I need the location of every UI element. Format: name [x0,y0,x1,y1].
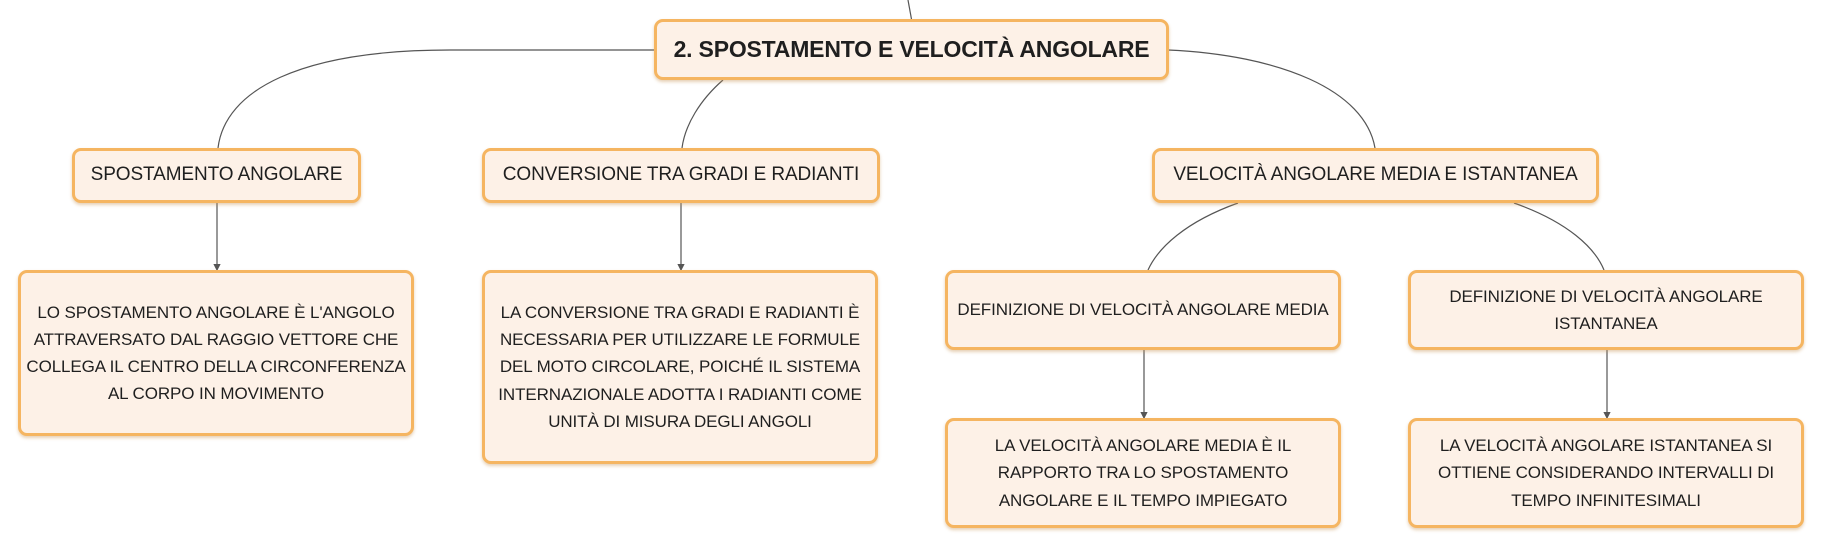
root-label: 2. SPOSTAMENTO E VELOCITÀ ANGOLARE [673,36,1150,63]
description-text: LA VELOCITÀ ANGOLARE MEDIA È IL RAPPORTO TRA LO SPOSTAMENTO ANGOLARE E IL TEMPO IMPIEGATO [994,436,1292,510]
description-text: LA VELOCITÀ ANGOLARE ISTANTANEA SI OTTIENE CONSIDERANDO INTERVALLI DI TEMPO INFINITESIMALI [1437,436,1775,510]
connector-velocita-to-media [1148,203,1238,270]
description-velocita-media[interactable] [945,418,1341,528]
topic-label: CONVERSIONE TRA GRADI E RADIANTI [502,164,860,186]
subtopic-velocita-istantanea[interactable] [1408,270,1804,350]
description-text: LO SPOSTAMENTO ANGOLARE È L'ANGOLO ATTRAVERSATO DAL RAGGIO VETTORE CHE COLLEGA IL CENTRO DELLA CIRCONFERENZA AL CORPO IN MOVIMENTO [26,302,406,404]
description-conversione[interactable] [482,270,878,464]
topic-velocita-angolare[interactable] [1152,148,1599,203]
connector-root-to-spostamento [218,50,656,148]
root-node[interactable] [654,19,1169,80]
description-text: LA CONVERSIONE TRA GRADI E RADIANTI È NECESSARIA PER UTILIZZARE LE FORMULE DEL MOTO CIRCOLARE, POICHÉ IL SISTEMA INTERNAZIONALE ADOTTA I RADIANTI COME UNITÀ DI MISURA DEGLI ANGOLI [498,303,862,431]
subtopic-velocita-media[interactable] [945,270,1341,350]
subtopic-label: DEFINIZIONE DI VELOCITÀ ANGOLARE MEDIA [957,300,1329,320]
topic-conversione-gradi-radianti[interactable] [482,148,880,203]
topic-label: VELOCITÀ ANGOLARE MEDIA E ISTANTANEA [1173,164,1578,186]
connector-velocita-to-istantanea [1514,203,1604,270]
connector-root-to-conversione [682,80,723,148]
connector-root-to-velocita [1168,50,1375,148]
description-velocita-istantanea[interactable] [1408,418,1804,528]
description-spostamento-angolare[interactable] [18,270,414,436]
subtopic-label: DEFINIZIONE DI VELOCITÀ ANGOLARE ISTANTANEA [1449,286,1763,333]
topic-label: SPOSTAMENTO ANGOLARE [90,164,343,186]
topic-spostamento-angolare[interactable] [72,148,361,203]
